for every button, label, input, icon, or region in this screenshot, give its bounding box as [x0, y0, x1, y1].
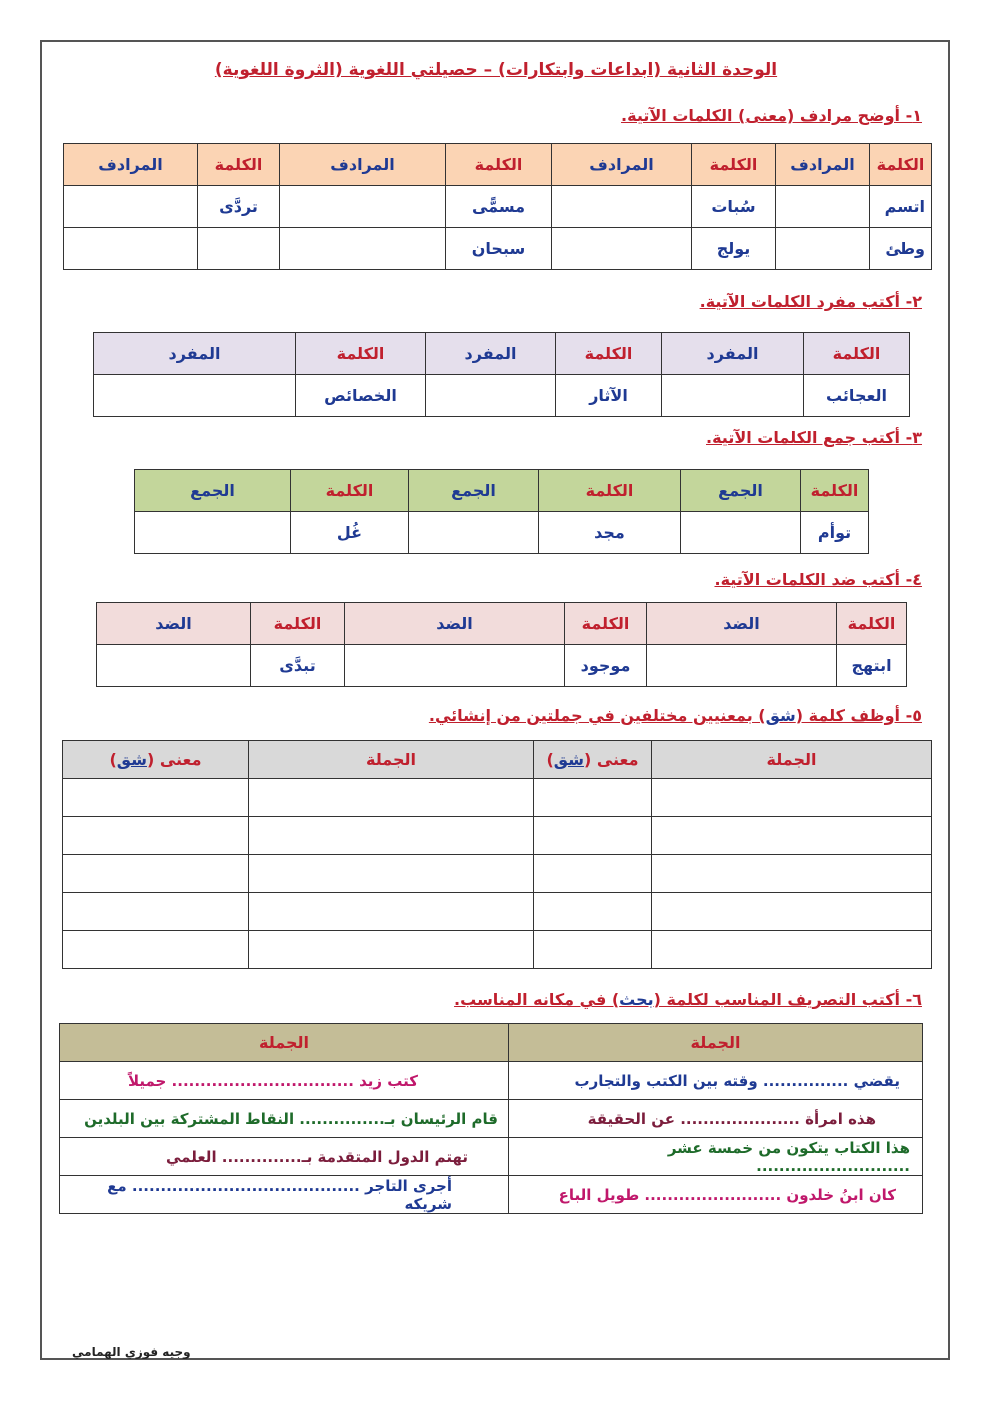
table-header-row — [97, 603, 907, 645]
table-row — [60, 1100, 923, 1138]
answer-cell[interactable] — [64, 186, 198, 228]
answer-cell[interactable] — [652, 817, 932, 855]
header-word: الكلمة — [296, 333, 426, 375]
header-antonym: الضد — [345, 603, 565, 645]
question-5-label — [429, 706, 922, 725]
answer-cell[interactable] — [652, 779, 932, 817]
table-row — [60, 1138, 923, 1176]
table-header-row — [64, 144, 932, 186]
table-row — [64, 186, 932, 228]
header-meaning-pre: معنى ( — [583, 750, 639, 769]
header-sentence: الجملة — [60, 1024, 509, 1062]
word-cell: يولج — [692, 228, 776, 270]
antonym-table — [96, 602, 907, 687]
q5-label-post: ) بمعنيين مختلفين في جملتين من إنشائي. — [428, 706, 766, 725]
word-cell: الخصائص — [296, 375, 426, 417]
answer-cell[interactable] — [63, 779, 249, 817]
header-synonym: المرادف — [64, 144, 198, 186]
answer-cell[interactable] — [94, 375, 296, 417]
header-antonym: الضد — [97, 603, 251, 645]
author-credit: وجيه فوزي الهمامي — [72, 1345, 191, 1359]
answer-cell[interactable] — [552, 228, 692, 270]
word-cell: تبدَّى — [251, 645, 345, 687]
answer-cell[interactable] — [534, 931, 652, 969]
header-meaning-word: شق — [116, 750, 147, 769]
header-word: الكلمة — [539, 470, 681, 512]
header-synonym: المرادف — [280, 144, 446, 186]
answer-cell[interactable] — [63, 931, 249, 969]
answer-cell[interactable] — [249, 779, 534, 817]
q6-label-post: ) في مكانه المناسب. — [454, 990, 620, 1009]
usage-table — [62, 740, 932, 969]
header-meaning-pre: معنى ( — [146, 750, 202, 769]
answer-cell[interactable] — [280, 186, 446, 228]
header-word: الكلمة — [565, 603, 647, 645]
header-plural: الجمع — [135, 470, 291, 512]
header-singular: المفرد — [426, 333, 556, 375]
word-cell: سُبات — [692, 186, 776, 228]
header-meaning — [63, 741, 249, 779]
table-row — [60, 1062, 923, 1100]
header-word: الكلمة — [251, 603, 345, 645]
answer-cell[interactable] — [249, 931, 534, 969]
table-header-row — [63, 741, 932, 779]
sentence-cell[interactable]: هذا الكتاب يتكون من خمسة عشر ........................... — [509, 1138, 923, 1176]
word-cell: ابتهج — [837, 645, 907, 687]
answer-cell[interactable] — [249, 817, 534, 855]
header-antonym: الضد — [647, 603, 837, 645]
header-plural: الجمع — [681, 470, 801, 512]
table-row — [60, 1176, 923, 1214]
table-row — [63, 817, 932, 855]
word-cell: وطئ — [870, 228, 932, 270]
table-header-row — [60, 1024, 923, 1062]
sentence-cell[interactable]: أجرى التاجر ........................................ مع شريكه — [60, 1176, 509, 1214]
question-1-label: ١- أوضح مرادف (معنى) الكلمات الآتية. — [621, 106, 922, 125]
table-row — [135, 512, 869, 554]
q5-label-word: شق — [765, 706, 796, 725]
table-row — [97, 645, 907, 687]
q6-label-word: بحث — [619, 990, 654, 1009]
sentence-cell[interactable]: يقضي ............... وقته بين الكتب والتجارب — [509, 1062, 923, 1100]
header-word: الكلمة — [870, 144, 932, 186]
synonyms-table — [63, 143, 932, 270]
answer-cell[interactable] — [534, 817, 652, 855]
header-meaning-post: ) — [546, 750, 554, 769]
answer-cell[interactable] — [426, 375, 556, 417]
answer-cell[interactable] — [280, 228, 446, 270]
header-sentence: الجملة — [652, 741, 932, 779]
header-word: الكلمة — [291, 470, 409, 512]
answer-cell[interactable] — [249, 855, 534, 893]
table-row — [63, 855, 932, 893]
header-sentence: الجملة — [509, 1024, 923, 1062]
sentence-cell[interactable]: هذه امرأة ..................... عن الحقيقة — [509, 1100, 923, 1138]
answer-cell[interactable] — [64, 228, 198, 270]
singular-table — [93, 332, 910, 417]
word-cell: موجود — [565, 645, 647, 687]
header-word: الكلمة — [804, 333, 910, 375]
answer-cell[interactable] — [776, 186, 870, 228]
conjugation-table — [59, 1023, 923, 1214]
header-synonym: المرادف — [552, 144, 692, 186]
table-row — [63, 893, 932, 931]
q6-label-pre: ٦- أكتب التصريف المناسب لكلمة ( — [653, 990, 922, 1009]
header-meaning-word: شق — [553, 750, 584, 769]
word-cell: مجد — [539, 512, 681, 554]
answer-cell[interactable] — [652, 893, 932, 931]
answer-cell[interactable] — [249, 893, 534, 931]
header-word: الكلمة — [446, 144, 552, 186]
header-word: الكلمة — [801, 470, 869, 512]
word-cell: العجائب — [804, 375, 910, 417]
question-4-label: ٤- أكتب ضد الكلمات الآتية. — [714, 570, 922, 589]
header-meaning-post: ) — [109, 750, 117, 769]
table-row — [63, 931, 932, 969]
header-word: الكلمة — [692, 144, 776, 186]
header-plural: الجمع — [409, 470, 539, 512]
answer-cell[interactable] — [63, 855, 249, 893]
answer-cell[interactable] — [63, 893, 249, 931]
word-cell: تردَّى — [198, 186, 280, 228]
word-cell: سبحان — [446, 228, 552, 270]
question-6-label — [454, 990, 922, 1009]
answer-cell[interactable] — [534, 893, 652, 931]
header-sentence: الجملة — [249, 741, 534, 779]
q5-label-pre: ٥- أوظف كلمة ( — [795, 706, 922, 725]
page-title: الوحدة الثانية (ابداعات وابتكارات) – حصيلتي اللغوية (الثروة اللغوية) — [214, 60, 778, 80]
sentence-cell[interactable]: قام الرئيسان بـ............... النقاط المشتركة بين البلدين — [60, 1100, 509, 1138]
header-singular: المفرد — [662, 333, 804, 375]
question-2-label: ٢- أكتب مفرد الكلمات الآتية. — [699, 292, 922, 311]
answer-cell[interactable] — [647, 645, 837, 687]
answer-cell[interactable] — [776, 228, 870, 270]
header-word: الكلمة — [198, 144, 280, 186]
word-cell: اتسم — [870, 186, 932, 228]
header-word: الكلمة — [556, 333, 662, 375]
answer-cell[interactable] — [681, 512, 801, 554]
plural-table — [134, 469, 869, 554]
header-word: الكلمة — [837, 603, 907, 645]
sentence-cell[interactable]: كتب زيد ................................ جميلاً — [60, 1062, 509, 1100]
header-meaning — [534, 741, 652, 779]
answer-cell[interactable] — [652, 855, 932, 893]
answer-cell[interactable] — [534, 779, 652, 817]
question-3-label: ٣- أكتب جمع الكلمات الآتية. — [706, 428, 922, 447]
answer-cell[interactable] — [135, 512, 291, 554]
table-row — [63, 779, 932, 817]
answer-cell[interactable] — [652, 931, 932, 969]
word-cell: مسمًّى — [446, 186, 552, 228]
answer-cell[interactable] — [409, 512, 539, 554]
table-row — [94, 375, 910, 417]
answer-cell[interactable] — [552, 186, 692, 228]
header-synonym: المرادف — [776, 144, 870, 186]
answer-cell[interactable] — [534, 855, 652, 893]
answer-cell[interactable] — [662, 375, 804, 417]
word-cell: غُل — [291, 512, 409, 554]
word-cell — [198, 228, 280, 270]
table-header-row — [135, 470, 869, 512]
answer-cell[interactable] — [97, 645, 251, 687]
table-row — [64, 228, 932, 270]
word-cell: توأم — [801, 512, 869, 554]
answer-cell[interactable] — [345, 645, 565, 687]
word-cell: الآثار — [556, 375, 662, 417]
sentence-cell[interactable]: تهتم الدول المتقدمة بـ.............. العلمي — [60, 1138, 509, 1176]
header-singular: المفرد — [94, 333, 296, 375]
sentence-cell[interactable]: كان ابنُ خلدون ........................ طويل الباع — [509, 1176, 923, 1214]
table-header-row — [94, 333, 910, 375]
answer-cell[interactable] — [63, 817, 249, 855]
